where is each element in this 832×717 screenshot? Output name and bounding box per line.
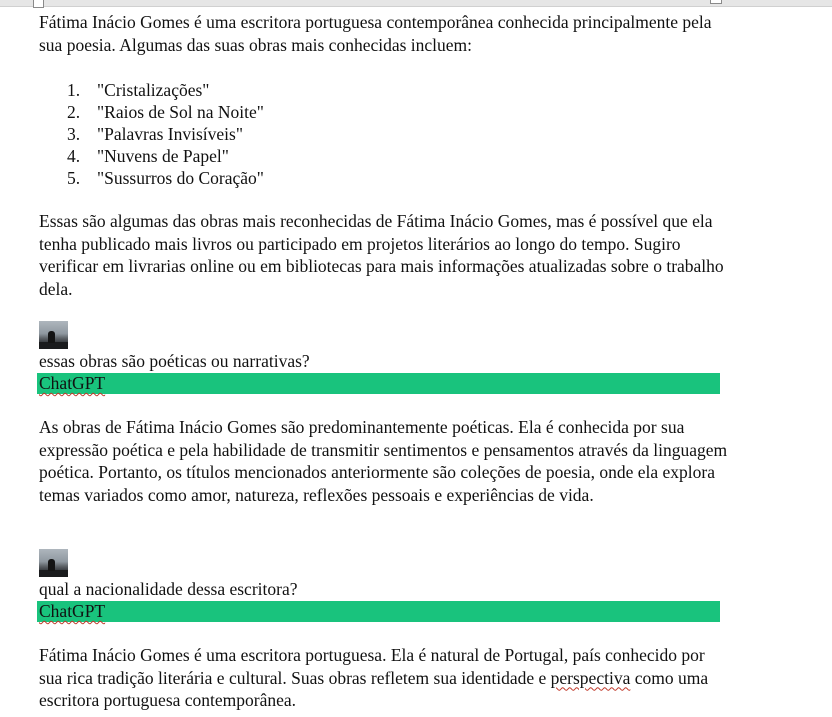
table-resize-handle-icon[interactable] (710, 0, 722, 4)
assistant-answer: As obras de Fátima Inácio Gomes são predominantemente poéticas. Ela é conhecida por sua expressão poética e pela habilidade de transmitir sentimentos e pensamentos através da linguagem poética. Portanto, os títulos mencionados anteriormente são coleções de poesia, onde ela explora temas variados como amor, natureza, reflexões pessoais e experiências de vida. (39, 417, 728, 505)
list-item-title: "Raios de Sol na Noite" (97, 102, 264, 122)
list-item-number: 5. (67, 168, 81, 188)
table-move-handle-icon[interactable] (33, 0, 44, 8)
list-item (39, 167, 264, 189)
list-item-number: 3. (67, 124, 81, 144)
list-item (39, 101, 264, 123)
list-item (39, 145, 264, 167)
top-ruler (0, 0, 832, 7)
list-item-title: "Palavras Invisíveis" (97, 124, 243, 144)
list-item-number: 4. (67, 146, 81, 166)
assistant-label-banner (37, 601, 720, 622)
user-avatar-photo-icon (39, 321, 68, 349)
list-item (39, 123, 264, 145)
list-item-number: 2. (67, 102, 81, 122)
answer-text: Fátima Inácio Gomes é uma escritora portuguesa. Ela é natural de Portugal, país conhecido por sua rica tradição literária e cultural. Suas obras refletem sua identidade e (39, 645, 705, 688)
intro-paragraph: Fátima Inácio Gomes é uma escritora portuguesa contemporânea conhecida principalmente pela sua poesia. Algumas das suas obras mais conhecidas incluem: (39, 12, 712, 55)
user-avatar-photo-icon (39, 549, 68, 577)
misspelled-word[interactable]: perspectiva (550, 667, 631, 688)
list-item-title: "Cristalizações" (97, 80, 210, 100)
list-item-title: "Nuvens de Papel" (97, 146, 229, 166)
closing-paragraph: Essas são algumas das obras mais reconhecidas de Fátima Inácio Gomes, mas é possível que ela tenha publicado mais livros ou participado em projetos literários ao longo do tempo. Sugiro verificar em livrarias online ou em bibliotecas para mais informações atualizadas sobre o trabalho dela. (39, 211, 724, 299)
list-item-title: "Sussurros do Coração" (97, 168, 264, 188)
list-item-number: 1. (67, 80, 81, 100)
works-list (39, 79, 264, 189)
assistant-label: ChatGPT (39, 373, 106, 393)
user-question: essas obras são poéticas ou narrativas? (39, 351, 310, 371)
user-question: qual a nacionalidade dessa escritora? (39, 579, 298, 599)
assistant-label-banner (37, 373, 720, 394)
list-item (39, 79, 264, 101)
assistant-label: ChatGPT (39, 601, 106, 621)
assistant-answer (39, 644, 729, 712)
answer-text: como uma escritora portuguesa contemporânea. (39, 667, 709, 710)
